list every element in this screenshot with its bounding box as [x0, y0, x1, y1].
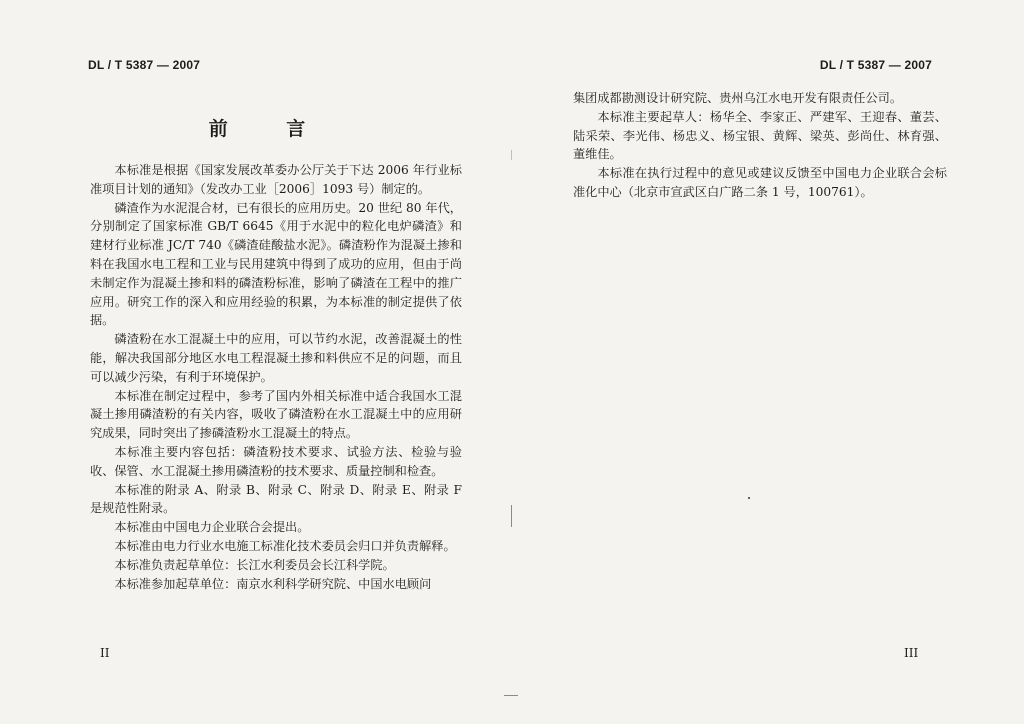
right-body-text: [573, 89, 947, 202]
left-page-number: II: [100, 646, 110, 660]
paragraph-2: 磷渣作为水泥混合材，已有很长的应用历史。20 世纪 80 年代，分别制定了国家标准 GB/T 6645《用于水泥中的粒化电炉磷渣》和建材行业标准 JC/T 740《磷渣硅酸盐水泥》。磷渣粉作为混凝土掺和料在我国水电工程和工业与民用建筑中得到了成功的应用，但由于尚未制定作为混凝土掺和料的磷渣粉标准，影响了磷渣在工程中的推广应用。研究工作的深入和应用经验的积累，为本标准的制定提供了依据。: [90, 200, 462, 328]
left-body-text: [90, 161, 462, 593]
continuation-line: 集团成都勘测设计研究院、贵州乌江水电开发有限责任公司。: [573, 91, 903, 105]
paragraph-feedback: 本标准在执行过程中的意见或建议反馈至中国电力企业联合会标准化中心（北京市宣武区白广路二条 1 号，100761）。: [573, 166, 947, 199]
right-page: [512, 0, 1024, 724]
paragraph-9: 本标准负责起草单位：长江水利委员会长江科学院。: [114, 557, 395, 572]
paragraph-10: 本标准参加起草单位：南京水利科学研究院、中国水电顾问: [114, 576, 432, 591]
paragraph-5: 本标准主要内容包括：磷渣粉技术要求、试验方法、检验与验收、保管、水工混凝土掺用磷渣粉的技术要求、质量控制和检查。: [90, 444, 462, 478]
right-page-number: III: [904, 646, 919, 660]
paragraph-1: 本标准是根据《国家发展改革委办公厅关于下达 2006 年行业标准项目计划的通知》（发改办工业［2006］1093 号）制定的。: [90, 163, 462, 196]
right-header-code: DL / T 5387 — 2007: [819, 58, 932, 72]
left-header-code: DL / T 5387 — 2007: [88, 58, 201, 72]
paragraph-drafters: 本标准主要起草人：杨华全、李家正、严建军、王迎春、董芸、陆采荣、李光伟、杨忠义、杨宝银、黄辉、梁英、彭尚仕、林育强、董维佳。: [573, 109, 947, 162]
paragraph-8: 本标准由电力行业水电施工标准化技术委员会归口并负责解释。: [114, 538, 456, 553]
paragraph-3: 磷渣粉在水工混凝土中的应用，可以节约水泥，改善混凝土的性能，解决我国部分地区水电工程混凝土掺和料供应不足的问题，而且可以减少污染，有利于环境保护。: [90, 332, 462, 384]
page-title: 前 言: [208, 118, 332, 140]
paragraph-6: 本标准的附录 A、附录 B、附录 C、附录 D、附录 E、附录 F 是规范性附录。: [90, 482, 462, 516]
paragraph-4: 本标准在制定过程中，参考了国内外相关标准中适合我国水工混凝土掺用磷渣粉的有关内容，吸收了磷渣粉在水工混凝土中的应用研究成果，同时突出了掺磷渣粉水工混凝土的特点。: [90, 388, 462, 441]
paragraph-7: 本标准由中国电力企业联合会提出。: [114, 520, 310, 535]
